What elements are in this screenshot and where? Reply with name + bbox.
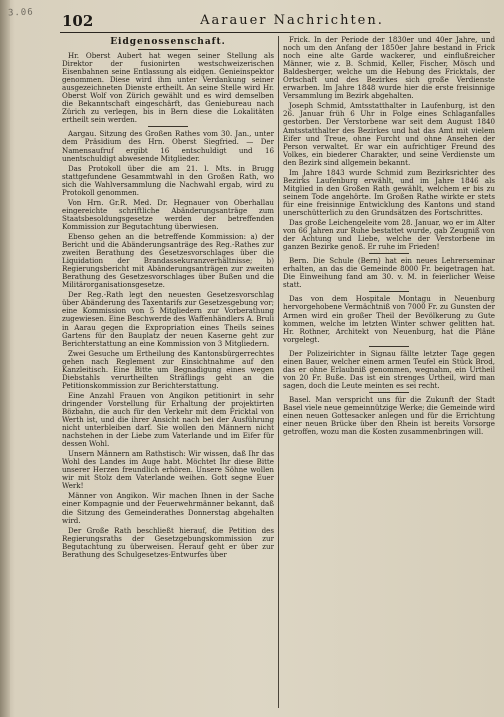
article-council-decision: Der Große Rath beschließt hierauf, die Petition des Regierungsraths der Gesetzgebungskommission zur Begutachtung zu überweisen. Herauf geht er über zur Berathung des Schulgesetzes-Entwurfes über (62, 525, 274, 559)
article-basel: Basel. Man verspricht uns für die Zukunft der Stadt Basel viele neue gemeinnützige Werke; die Gemeinde wird einen neuen Gottesacker anlegen und für die Errichtung einer neuen Brücke über den Rhein ist bereits Vorsorge getroffen, wozu man die Kosten zusammenbringen will. (283, 394, 495, 437)
article-aargau-grand-council: Aargau. Sitzung des Großen Rathes vom 30. Jan., unter dem Präsidium des Hrn. Oberst Siegfried. — Der Namensaufruf ergibt 16 entschuldigt und 16 unentschuldigt abwesende Mitglieder. (62, 129, 274, 163)
page-number: 102 (62, 12, 94, 30)
right-column (283, 36, 495, 708)
article-angikon-petition: Eine Anzahl Frauen von Angikon petitionirt in sehr dringender Vorstellung für Erhaltung der projektirten Bözbahn, die auch für den Verkehr mit dem Fricktal von Werth ist, und die ihrer Ansicht nach bei der Ausführung nicht unterbleiben darf. Sie wollen den Männern nicht nachstehen in der Liebe zum Vaterlande und im Eifer für dessen Wohl. (62, 390, 274, 449)
article-separator (369, 392, 409, 393)
article-schmid-career: Im Jahre 1843 wurde Schmid zum Bezirksrichter des Bezirks Laufenburg erwählt, und im Jahre 1846 als Mitglied in den Großen Rath gewählt, welchem er bis zu seinem Tode angehörte. Im Großen Rathe wirkte er stets für eine freisinnige Entwicklung des Kantons und stand unerschütterlich zu den Grundsätzen des Fortschrittes. (283, 167, 495, 217)
page-binding-edge (0, 0, 10, 717)
article-commission-items: Ebenso gehen an die betreffende Kommission: a) der Bericht und die Abänderungsanträge des Reg.-Rathes zur zweiten Berathung des Gesetzesvorschlages über die Liquidation der Brandassekuranzverhältnisse; b) Regierungsbericht mit Abänderungsanträgen zur zweiten Berathung des Gesetzesvorschlages über Bußen und die Militärorganisationsgesetze. (62, 231, 274, 290)
article-angikon-men: Männer von Angikon. Wir machen Ihnen in der Sache einer Kompagnie und der Feuerwehrmänner bekannt, daß die Sitzung des Gemeinderathes Donnerstag abgehalten wird. (62, 491, 274, 525)
left-column (62, 36, 274, 708)
article-petition-quote: Unsern Männern am Rathstisch: Wir wissen, daß Ihr das Wohl des Landes im Auge habt. Möchtet Ihr diese Bitte unserer Herzen freundlich erhören. Unsere Söhne wollen wir mit Stolz dem Vaterlande weihen. Gott segne Euer Werk! (62, 449, 274, 491)
article-protocol: Das Protokoll über die am 21. l. Mts. in Brugg stattgefundene Gesammtwahl in den Großen Rath, wo sich die Wahlversammlung die Nachwahl ergab, wird zu Protokoll genommen. (62, 163, 274, 197)
article-neuenburg-bequest: Das von dem Hospitale Montagu in Neuenburg hervorgehobene Vermächtniß von 7000 Fr. zu Gunsten der Armen wird ein großer Theil der Bevölkerung zu Gute kommen, welche im letzten Winter schwer gelitten hat. Hr. Rothner, Architekt von Neuenburg, hat die Pläne vorgelegt. (283, 294, 495, 344)
heading-underline (138, 49, 198, 50)
article-tax-tariff: Der Reg.-Rath legt den neuesten Gesetzesvorschlag über Abänderung des Taxentarifs zur Gesetzesgebung vor; eine Kommission von 5 Mitgliedern zur Vorberathung zugewiesen. Eine Beschwerde des Waffenhändlers A. Bruli in Aarau gegen die Expropriation eines Theils seines Gartens für den Bauplatz der neuen Kaserne geht zur Berichterstattung an eine Kommission von 3 Mitgliedern. (62, 290, 274, 348)
article-frick: Frick. In der Periode der 1830er und 40er Jahre, und noch um den Anfang der 1850er Jahre bestand in Frick noch eine alte Garde wackerer, und einflußreicher Männer, wie z. B. Schmid, Keller, Fischer, Mösch und Baldesberger, welche um die Hebung des Fricktals, der Ortschaft und des Bezirkes sich große Verdienste erwarben. Im Jahre 1848 wurde hier die erste freisinnige Versammlung im Bezirk abgehalten. (283, 36, 495, 101)
column-divider (278, 36, 279, 708)
article-signau-judge: Der Polizeirichter in Signau fällte letzter Tage gegen einen Bauer, welcher einem armen Teufel ein Stück Brod, das er ohne Erlaubniß genommen, wegnahm, ein Urtheil von 20 Fr. Buße. Das ist ein strenges Urtheil, wird man sagen, doch die Leute meinten es sei recht. (283, 348, 495, 390)
article-separator (148, 126, 188, 127)
article-separator (369, 291, 409, 292)
article-funeral: Das große Leichengeleite vom 28. Januar, wo er im Alter von 66 Jahren zur Ruhe bestattet wurde, gab Zeugniß von der Achtung und Liebe, welche der Verstorbene im ganzen Bezirke genoß. Er ruhe im Frieden! (283, 218, 495, 252)
article-separator (369, 346, 409, 347)
article-hegnauer-proposal: Von Hrn. Gr.R. Med. Dr. Hegnauer von Oberhallau eingereichte schriftliche Abänderungsanträge zum Staatsbesoldungsgesetze werden der betreffenden Kommission zur Begutachtung überwiesen. (62, 197, 274, 231)
article-aubert-resignation: Hr. Oberst Aubert hat wegen seiner Stellung als Direktor der fusionirten westschweizerischen Eisenbahnen seine Entlassung als eidgen. Genieinspektor genommen. Diese wird ihm unter Verdankung seiner ausgezeichneten Dienste ertheilt. An seine Stelle wird Hr. Oberst Wolf von Zürich gewählt und es wird demselben die Bekanntschaft eingeschärft, das Geniebureau nach Zürich zu verlegen, bis in Bern diese die Lokalitäten ertheilt sein werden. (62, 51, 274, 125)
article-bern: Bern. Die Schule (Bern) hat ein neues Lehrerseminar erhalten, an das die Gemeinde 8000 Fr. beigetragen hat. Die Einweihung fand am 30. v. M. in feierlicher Weise statt. (283, 256, 495, 290)
article-schmid-obituary: Joseph Schmid, Amtsstatthalter in Laufenburg, ist den 26. Januar früh 6 Uhr in Folge eines Schlaganfalles gestorben. Der Verstorbene war seit dem August 1840 Amtsstatthalter des Bezirkes und hat das Amt mit vielem Eifer und Treue, ohne Furcht und ohne Ansehen der Person verwaltet. Er war ein aufrichtiger Freund des Volkes, ein biederer Charakter, und seine Verdienste um den Bezirk sind allgemein bekannt. (283, 101, 495, 167)
section-heading-eidgenossenschaft (62, 36, 274, 50)
page-header (62, 12, 488, 34)
article-separator (369, 253, 409, 254)
newspaper-title: Aarauer Nachrichten. (200, 13, 384, 28)
article-citizenship-requests: Zwei Gesuche um Ertheilung des Kantonsbürgerrechtes gehen nach Reglement zur Einsichtnahme auf den Kanzleitisch. Eine Bitte um Begnadigung eines wegen Diebstahls verurtheilten Sträflings geht an die Petitionskommission zur Berichterstattung. (62, 348, 274, 390)
pencil-annotation: 3.06 (7, 7, 34, 19)
header-rule (60, 32, 490, 33)
section-heading-text: Eidgenossenschaft. (110, 37, 226, 47)
